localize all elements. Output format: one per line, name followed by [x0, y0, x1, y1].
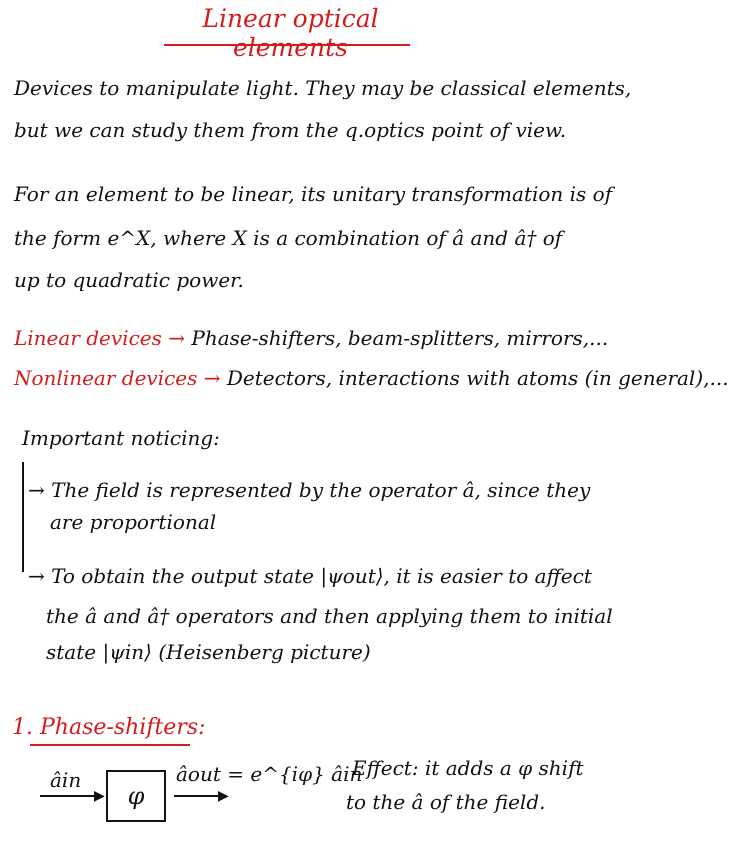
linearity-line-2: the form e^X, where X is a combination of â and â† of [14, 226, 563, 250]
input-arrowhead-icon: ▶ [94, 788, 105, 804]
section-title: 1. Phase-shifters: [12, 715, 206, 740]
output-label: âout = e^{iφ} âin [176, 762, 363, 786]
effect-line-2: to the â of the field. [346, 790, 546, 814]
linear-devices-text: Phase-shifters, beam-splitters, mirrors,... [191, 326, 609, 350]
linear-devices-row [14, 326, 608, 350]
nonlinear-devices-label: Nonlinear devices → [14, 366, 221, 390]
output-arrowhead-icon: ▶ [218, 788, 229, 804]
notice-heading: Important noticing: [22, 426, 220, 450]
notice-point-2-line-3: state |ψin⟩ (Heisenberg picture) [46, 640, 371, 664]
phase-shifter-box: φ [106, 770, 166, 822]
effect-line-1: Effect: it adds a φ shift [352, 756, 584, 780]
page-title: Linear optical elements [202, 4, 379, 62]
input-label: âin [50, 768, 82, 792]
nonlinear-devices-text: Detectors, interactions with atoms (in general),... [226, 366, 729, 390]
notice-point-2-line-2: the â and â† operators and then applying them to initial [46, 604, 613, 628]
nonlinear-devices-row [14, 366, 729, 390]
notice-point-1-line-1: → The field is represented by the operator â, since they [28, 478, 591, 502]
input-arrow [40, 795, 102, 797]
title-underline [164, 44, 410, 46]
intro-line-1: Devices to manipulate light. They may be classical elements, [14, 76, 632, 100]
notice-point-2-line-1: → To obtain the output state |ψout⟩, it is easier to affect [28, 564, 592, 588]
linearity-line-1: For an element to be linear, its unitary transformation is of [14, 182, 613, 206]
linear-devices-label: Linear devices → [14, 326, 185, 350]
tree-line [22, 462, 24, 572]
section-underline [30, 744, 190, 746]
intro-line-2: but we can study them from the q.optics point of view. [14, 118, 567, 142]
linearity-line-3: up to quadratic power. [14, 268, 244, 292]
notice-point-1-line-2: are proportional [50, 510, 217, 534]
